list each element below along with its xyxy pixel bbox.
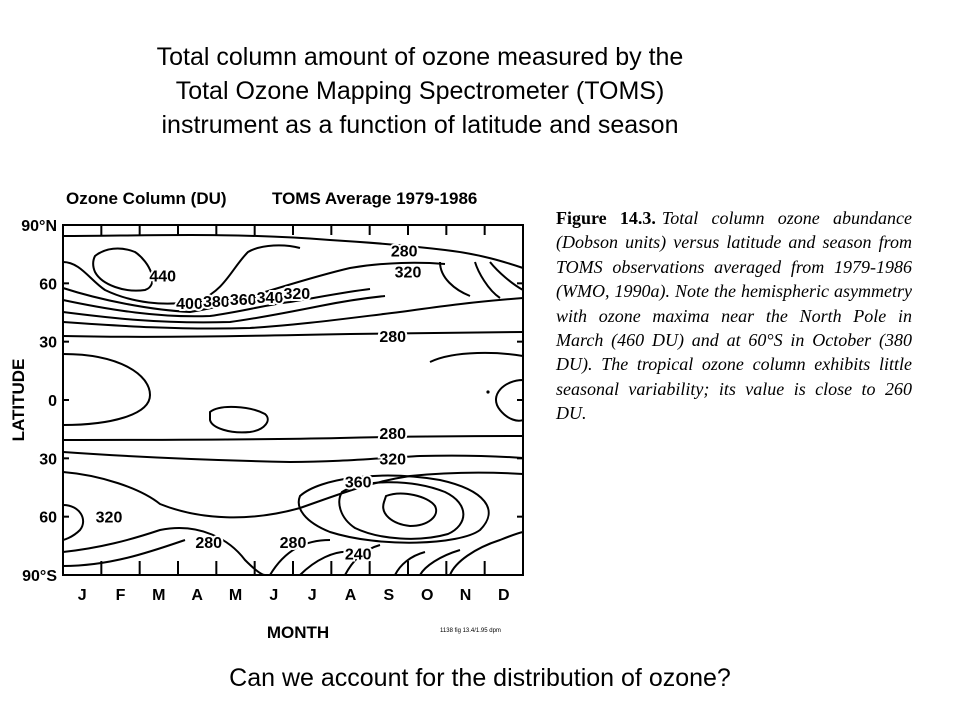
x-tick-label: J xyxy=(307,587,317,604)
y-axis-label: LATITUDE xyxy=(9,358,28,442)
y-tick-label: 60 xyxy=(39,276,57,294)
contour-label: 320 xyxy=(394,264,422,282)
contour-line xyxy=(63,540,185,566)
contour-label: 280 xyxy=(379,426,407,444)
contour-line xyxy=(63,452,523,462)
x-tick-label: M xyxy=(228,587,243,604)
x-tick-label: O xyxy=(420,587,434,604)
contour-label: 240 xyxy=(344,546,372,564)
contour-label: 400 xyxy=(176,295,203,313)
contour-label: 280 xyxy=(279,534,307,552)
figure-label: Figure 14.3. xyxy=(556,208,656,228)
contour-label: 380 xyxy=(202,293,230,311)
contour-line xyxy=(300,552,350,575)
contour-label: 320 xyxy=(379,451,407,469)
y-tick-label: 60 xyxy=(39,509,57,527)
x-tick-label: A xyxy=(344,587,357,604)
y-tick-label: 30 xyxy=(39,334,57,352)
x-tick-label: D xyxy=(498,587,510,604)
x-tick-label: S xyxy=(383,587,395,604)
contour-label: 360 xyxy=(229,291,257,309)
title-line: Total Ozone Mapping Spectrometer (TOMS) xyxy=(175,77,665,105)
chart-footnote: 1138 fig 13.4/1.95 dpm xyxy=(440,628,501,634)
title-line: instrument as a function of latitude and season xyxy=(161,111,679,139)
x-axis-label: MONTH xyxy=(266,623,330,642)
x-tick-label: A xyxy=(191,587,203,604)
contour-line xyxy=(395,552,425,575)
contour-line xyxy=(420,550,460,575)
y-tick-label: 90°S xyxy=(22,568,57,585)
y-tick-label: 0 xyxy=(48,393,57,410)
data-dot xyxy=(486,390,489,393)
contour-line xyxy=(210,407,268,432)
contour-line xyxy=(430,353,523,362)
x-tick-label: J xyxy=(269,587,279,604)
chart-title-left: Ozone Column (DU) xyxy=(66,189,227,208)
contour-label: 280 xyxy=(195,534,223,552)
chart-title-right: TOMS Average 1979-1986 xyxy=(272,189,478,208)
contour-line xyxy=(63,332,523,337)
contour-line xyxy=(63,354,150,425)
contour-line xyxy=(299,476,489,543)
contour-label: 320 xyxy=(95,509,123,527)
contour-line xyxy=(63,436,523,440)
contour-line xyxy=(383,494,436,526)
contour-line xyxy=(63,505,83,540)
contour-line xyxy=(63,528,265,575)
contour-line xyxy=(475,262,500,298)
y-tick-label: 30 xyxy=(39,451,57,469)
contour-label: 280 xyxy=(379,328,407,346)
contour-line xyxy=(63,472,523,517)
contour-line xyxy=(440,262,470,296)
figure-caption xyxy=(556,206,912,426)
question-text: Can we account for the distribution of ozone? xyxy=(229,664,731,692)
title-line: Total column amount of ozone measured by the xyxy=(156,43,684,71)
contour-label: 440 xyxy=(149,268,177,286)
caption-text: Total column ozone abundance (Dobson units) versus latitude and season from TOMS observations averaged from 1979-1986 (WMO, 1990a). Note the hemispheric asymmetry with ozone maxima near the North Pole in March (460 DU) and at 60°S in October (380 DU). The tropical ozone column exhibits little seasonal variability; its value is close to 260 DU. xyxy=(556,208,912,424)
contour-label: 360 xyxy=(344,474,372,492)
x-tick-label: F xyxy=(115,587,126,604)
contour-line xyxy=(93,249,152,291)
contour-label: 280 xyxy=(390,243,418,261)
contour-label: 320 xyxy=(283,286,311,304)
x-tick-label: M xyxy=(152,587,166,604)
contour-label: 340 xyxy=(256,289,284,307)
x-tick-label: N xyxy=(459,587,472,604)
x-tick-label: J xyxy=(77,587,87,604)
y-tick-label: 90°N xyxy=(21,218,57,235)
plot-frame xyxy=(63,225,523,575)
